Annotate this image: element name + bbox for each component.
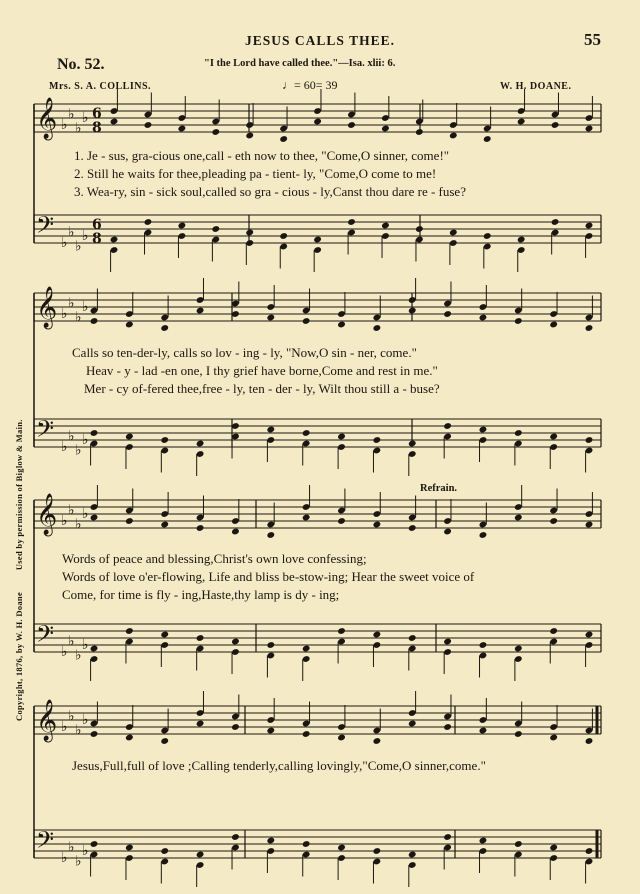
flat-sign-icon: ♭ [68, 633, 75, 650]
note-head [408, 440, 417, 448]
note-head [245, 229, 254, 237]
flat-sign-icon: ♭ [75, 722, 82, 739]
tempo-marking: ♩= 60= 39 [282, 78, 338, 92]
note-head [196, 634, 205, 642]
note-head [514, 429, 523, 437]
note-head [514, 730, 523, 738]
note-head [408, 524, 417, 532]
note-head [408, 634, 417, 642]
note-head [585, 631, 594, 639]
flat-sign-icon: ♭ [61, 439, 68, 455]
verse-line: Jesus,Full,full of love ;Calling tenderly,calling lovingly,"Come,O sinner,come." [72, 758, 486, 773]
note-head [245, 132, 254, 140]
note-head [517, 236, 526, 244]
flat-sign-icon: ♭ [68, 708, 75, 725]
flat-sign-icon: ♭ [61, 644, 68, 660]
note-head [337, 517, 346, 525]
note-head [585, 125, 594, 133]
note-head [302, 645, 311, 653]
flat-sign-icon: ♭ [68, 428, 75, 445]
note-head [514, 840, 523, 848]
time-signature-bottom: 8 [92, 120, 102, 136]
verse-line: Heav - y - lad -en one, I thy grief have borne,Come and rest in me." [86, 363, 438, 378]
verse-line: 2. Still he waits for thee,pleading pa - tient- ly, "Come,O come to me! [74, 166, 437, 181]
treble-clef-icon: 𝄞 [36, 700, 58, 741]
time-signature-bottom: 8 [92, 231, 102, 247]
note-head [373, 847, 382, 855]
note-head [160, 737, 169, 745]
note-head [585, 436, 594, 444]
note-head [337, 433, 346, 441]
note-head [337, 844, 346, 852]
note-head [479, 641, 488, 649]
note-head [160, 521, 169, 529]
note-head [373, 521, 382, 529]
note-head [549, 734, 558, 742]
note-head [443, 528, 452, 536]
note-head [549, 517, 558, 525]
note-head [483, 135, 492, 143]
note-head [125, 734, 134, 742]
copyright-notice [14, 290, 34, 850]
verse-line: Words of love o'er-flowing, Life and bliss be-stow-ing; Hear the sweet voice of [62, 569, 475, 584]
note-head [551, 121, 560, 129]
note-head [231, 528, 240, 536]
time-signature-top: 6 [92, 106, 102, 122]
note-head [211, 225, 220, 233]
verse-line: Come, for time is fly - ing,Haste,thy lamp is dy - ing; [62, 587, 340, 602]
note-head [551, 218, 560, 226]
refrain-label: Refrain. [420, 483, 458, 494]
note-head [90, 317, 99, 325]
hymn-number: No. 52. [57, 56, 105, 73]
note-head [373, 737, 382, 745]
note-head [443, 422, 452, 430]
flat-sign-icon: ♭ [75, 120, 82, 137]
note-head [479, 837, 488, 845]
flat-sign-icon: ♭ [82, 506, 89, 522]
note-head [144, 218, 153, 226]
note-head [302, 730, 311, 738]
note-head [125, 517, 134, 525]
time-signature-top: 6 [92, 217, 102, 233]
note-head [549, 433, 558, 441]
flat-sign-icon: ♭ [82, 712, 89, 728]
note-head [302, 514, 311, 522]
flat-sign-icon: ♭ [75, 516, 82, 533]
bass-clef-icon: 𝄢 [36, 620, 55, 653]
note-head [549, 321, 558, 329]
note-head [585, 737, 594, 745]
verse-line: Calls so ten-der-ly, calls so lov - ing - ly, "Now,O sin - ner, come." [72, 345, 417, 360]
note-head [373, 436, 382, 444]
note-head [415, 128, 424, 136]
note-head [443, 833, 452, 841]
note-head [110, 118, 119, 126]
note-head [313, 118, 322, 126]
note-head [381, 222, 390, 230]
note-head [178, 125, 187, 133]
flat-sign-icon: ♭ [68, 224, 75, 241]
note-head [125, 433, 134, 441]
note-head [211, 128, 220, 136]
note-head [443, 310, 452, 318]
treble-clef-icon: 𝄞 [36, 494, 58, 535]
note-head [483, 232, 492, 240]
hymn-title: JESUS CALLS THEE. [245, 33, 395, 48]
flat-sign-icon: ♭ [61, 513, 68, 529]
flat-sign-icon: ♭ [75, 647, 82, 664]
note-head [266, 641, 275, 649]
note-head [196, 440, 205, 448]
page-number: 55 [584, 30, 601, 49]
note-head [514, 645, 523, 653]
note-head [479, 314, 488, 322]
flat-sign-icon: ♭ [68, 502, 75, 519]
note-head [443, 638, 452, 646]
note-head [266, 426, 275, 434]
note-head [585, 222, 594, 230]
scripture-reference: "I the Lord have called thee."—Isa. xlii: 6. [204, 58, 396, 69]
flat-sign-icon: ♭ [75, 309, 82, 326]
note-head [160, 631, 169, 639]
flat-sign-icon: ♭ [68, 295, 75, 312]
note-head [196, 524, 205, 532]
flat-sign-icon: ♭ [61, 719, 68, 735]
treble-clef-icon: 𝄞 [36, 98, 58, 139]
permission-text: Used by permission of Biglow & Main. [14, 419, 24, 570]
flat-sign-icon: ♭ [82, 110, 89, 126]
flat-sign-icon: ♭ [75, 853, 82, 870]
verse-line: 1. Je - sus, gra-cious one,call - eth now to thee, "Come,O sinner, come!" [74, 148, 450, 163]
note-head [231, 723, 240, 731]
treble-clef-icon: 𝄞 [36, 287, 58, 328]
note-head [337, 321, 346, 329]
note-head [196, 720, 205, 728]
note-head [549, 844, 558, 852]
note-head [449, 229, 458, 237]
note-head [347, 218, 356, 226]
note-head [585, 847, 594, 855]
note-head [585, 521, 594, 529]
note-head [160, 847, 169, 855]
note-head [337, 734, 346, 742]
note-head [110, 236, 119, 244]
note-head [266, 837, 275, 845]
bass-clef-icon: 𝄢 [36, 826, 55, 859]
note-head [266, 531, 275, 539]
bass-clef-icon: 𝄢 [36, 211, 55, 244]
note-head [160, 436, 169, 444]
flat-sign-icon: ♭ [75, 442, 82, 459]
note-head [90, 645, 99, 653]
verse-line: Words of peace and blessing,Christ's own love confessing; [62, 551, 367, 566]
note-head [408, 720, 417, 728]
note-head [408, 307, 417, 315]
note-head [266, 314, 275, 322]
verse-line: 3. Wea-ry, sin - sick soul,called so gra - cious - ly,Canst thou dare re - fuse? [74, 184, 466, 199]
note-head [231, 833, 240, 841]
note-head [514, 317, 523, 325]
note-head [443, 723, 452, 731]
flat-sign-icon: ♭ [75, 238, 82, 255]
note-head [90, 429, 99, 437]
flat-sign-icon: ♭ [68, 106, 75, 123]
note-head [231, 638, 240, 646]
flat-sign-icon: ♭ [61, 235, 68, 251]
note-head [514, 514, 523, 522]
flat-sign-icon: ♭ [61, 850, 68, 866]
note-head [279, 232, 288, 240]
verse-line: Mer - cy of-fered thee,free - ly, ten - der - ly, Wilt thou still a - buse? [84, 381, 440, 396]
note-head [302, 317, 311, 325]
note-head [144, 121, 153, 129]
tempo-value: = 60= 39 [294, 78, 338, 92]
note-head [125, 627, 134, 635]
note-head [408, 851, 417, 859]
note-head [585, 324, 594, 332]
note-head [90, 840, 99, 848]
note-head [373, 324, 382, 332]
flat-sign-icon: ♭ [82, 228, 89, 244]
copyright-text: Copyright, 1876, by W. H. Doane [14, 591, 24, 721]
note-head [302, 429, 311, 437]
note-head [479, 531, 488, 539]
flat-sign-icon: ♭ [68, 839, 75, 856]
note-head [125, 321, 134, 329]
note-head [302, 840, 311, 848]
note-head [517, 118, 526, 126]
note-head [196, 851, 205, 859]
note-head [479, 426, 488, 434]
note-head [90, 514, 99, 522]
note-head [415, 225, 424, 233]
note-head [479, 727, 488, 735]
composer-credit: W. H. DOANE. [500, 81, 572, 92]
note-head [90, 730, 99, 738]
flat-sign-icon: ♭ [82, 432, 89, 448]
lyricist-credit: Mrs. S. A. COLLINS. [49, 81, 152, 92]
note-head [160, 324, 169, 332]
note-head [347, 121, 356, 129]
note-head [178, 222, 187, 230]
flat-sign-icon: ♭ [61, 306, 68, 322]
note-head [337, 627, 346, 635]
flat-sign-icon: ♭ [61, 117, 68, 133]
note-head [549, 627, 558, 635]
note-head [279, 135, 288, 143]
bass-clef-icon: 𝄢 [36, 415, 55, 448]
note-head [449, 132, 458, 140]
note-head [373, 631, 382, 639]
note-head [125, 844, 134, 852]
note-head [381, 125, 390, 133]
flat-sign-icon: ♭ [82, 637, 89, 653]
flat-sign-icon: ♭ [82, 299, 89, 315]
flat-sign-icon: ♭ [82, 843, 89, 859]
note-head [266, 727, 275, 735]
note-head [196, 307, 205, 315]
note-head [313, 236, 322, 244]
